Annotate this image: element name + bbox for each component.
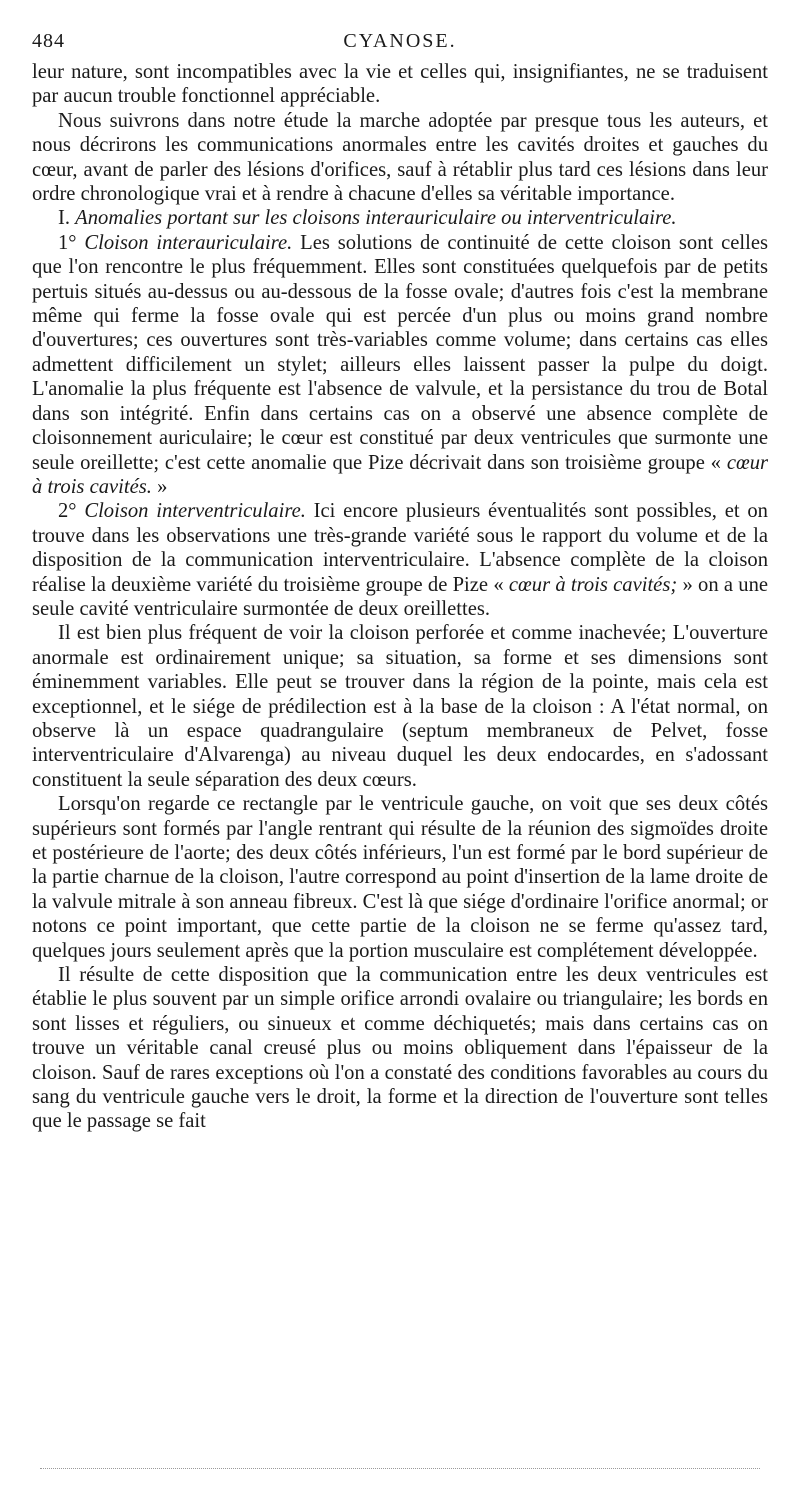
subsection-number: 1° [58, 231, 77, 254]
page [32, 26, 768, 1134]
paragraph-interventriculaire [32, 499, 768, 621]
paragraph-perforation: Il est bien plus fréquent de voir la cloison perforée et comme inachevée; L'ouverture anormale est ordinairement unique; sa situation, sa forme et ses dimensions sont éminemment variables. Elle peut se trouver dans la région de la pointe, mais cela est exceptionnel, et le siége de prédilection est à la base de la cloison : A l'état normal, on observe là un espace quadrangulaire (septum membraneux de Pelvet, fosse interventriculaire d'Alvarenga) au niveau duquel les deux endocardes, en s'adossant constituent la seule séparation des deux cœurs. [32, 622, 768, 791]
paragraph-text: Les solutions de continuité de cette cloison sont celles que l'on rencontre le plus fréquemment. Elles sont constituées quelquefois par de petits pertuis situés au-dessus ou au-dessous de la fosse ovale; d'autres fois c'est la membrane même qui ferme la fosse ovale qui est percée d'un plus ou moins grand nombre d'ouvertures; ces ouvertures sont très-variables comme volume; dans certains cas elles admettent difficilement un stylet; ailleurs elles laissent passer la pulpe du doigt. L'anomalie la plus fréquente est l'absence de valvule, et la persistance du trou de Botal dans son intégrité. Enfin dans certains cas on a observé une absence complète de cloisonnement auriculaire; le cœur est constitué par deux ventricules que surmonte une seule oreillette; c'est cette anomalie que Pize décrivait dans son troisième groupe « [32, 231, 768, 474]
body-text [32, 60, 768, 1134]
paragraph-text-end: » on a une seule cavité ventriculaire surmontée de deux oreillettes. [32, 573, 769, 620]
page-header [32, 26, 768, 60]
paragraph-text-end: » [151, 475, 168, 498]
paragraph-communication: Il résulte de cette disposition que la communication entre les deux ventricules est établie le plus souvent par un simple orifice arrondi ovalaire ou triangulaire; les bords en sont lisses et réguliers, ou sinueux et comme déchiquetés; mais dans certains cas on trouve un véritable canal creusé plus ou moins obliquement dans l'épaisseur de la cloison. Sauf de rares exceptions où l'on a constaté des conditions favorables au cours du sang du ventricule gauche vers le droit, la forme et la direction de l'ouverture sont telles que le passage se fait [32, 964, 768, 1133]
paragraph-continuation: leur nature, sont incompatibles avec la vie et celles qui, insignifiantes, ne se traduisent par aucun trouble fonctionnel appréciable. [32, 61, 768, 108]
paragraph-text: Ici encore plusieurs éventualités sont possibles, et on trouve dans les observations une très-grande variété sous le rapport du volume et de la disposition de la communication interventriculaire. L'absence complète de la cloison réalise la deuxième variété du troisième groupe de Pize « [32, 500, 768, 596]
running-title: CYANOSE. [343, 30, 457, 52]
paragraph-intro: Nous suivrons dans notre étude la marche adoptée par presque tous les auteurs, et nous décrirons les communications anormales entre les cavités droites et gauches du cœur, avant de parler des lésions d'orifices, sauf à rétablir plus tard ces lésions dans leur ordre chronologique vrai et à rendre à chacune d'elles sa véritable importance. [32, 109, 768, 206]
section-number: I. [58, 207, 71, 230]
quoted-term: cœur à trois cavités; [508, 573, 678, 596]
section-title: Anomalies portant sur les cloisons interauriculaire ou interventriculaire. [75, 207, 677, 230]
paragraph-rectangle: Lorsqu'on regarde ce rectangle par le ventricule gauche, on voit que ses deux côtés supérieurs sont formés par l'angle rentrant qui résulte de la réunion des sigmoïdes droite et postérieure de l'aorte; des deux côtés inférieurs, l'un est formé par le bord supérieur de la partie charnue de la cloison, l'autre correspond au point d'insertion de la lame droite de la valvule mitrale à son anneau fibreux. C'est là que siége d'ordinaire l'orifice anormal; or notons ce point important, que cette partie de la cloison ne se ferme qu'assez tard, quelques jours seulement après que la portion musculaire est complétement développée. [32, 793, 768, 962]
footer-rule [40, 1468, 760, 1469]
quoted-term: cœur à trois cavités. [32, 451, 768, 498]
section-heading [32, 206, 768, 230]
page-number: 484 [32, 30, 65, 52]
subsection-number: 2° [58, 500, 77, 523]
subsection-title: Cloison interauriculaire. [84, 231, 293, 254]
paragraph-interauriculaire [32, 231, 768, 499]
subsection-title: Cloison interventriculaire. [84, 500, 306, 523]
